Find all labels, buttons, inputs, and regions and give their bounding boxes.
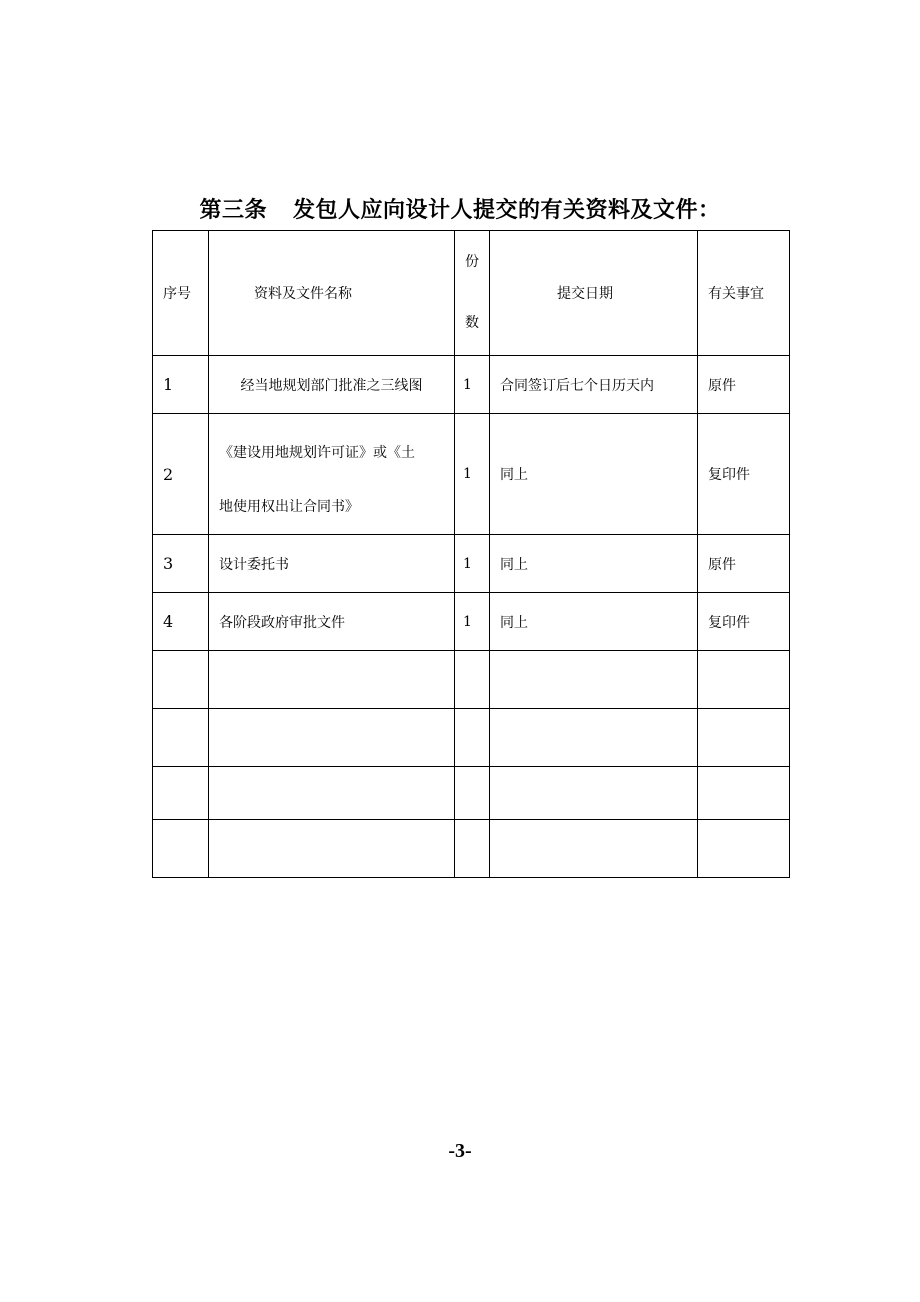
row-date: 同上: [490, 593, 698, 651]
empty-table-row: [153, 767, 790, 820]
empty-table-row: [153, 651, 790, 709]
row-name: [209, 414, 455, 535]
empty-cell: [455, 651, 490, 709]
row-seq: 3: [153, 535, 209, 593]
header-copies: [455, 231, 490, 356]
empty-table-row: [153, 709, 790, 767]
row-name: 设计委托书: [209, 535, 455, 593]
row-notes: 原件: [698, 535, 790, 593]
empty-cell: [698, 709, 790, 767]
empty-cell: [209, 651, 455, 709]
empty-cell: [490, 651, 698, 709]
row-seq: 2: [153, 414, 209, 535]
row-copies: 1: [455, 356, 490, 414]
empty-cell: [455, 767, 490, 820]
header-copies-line2: 数: [465, 315, 479, 331]
page-number: -3-: [448, 1140, 472, 1162]
empty-cell: [490, 709, 698, 767]
empty-cell: [153, 651, 209, 709]
table-header-row: [153, 231, 790, 356]
heading-text: 发包人应向设计人提交的有关资料及文件：: [293, 198, 721, 223]
row-copies: 1: [455, 593, 490, 651]
empty-cell: [209, 820, 455, 878]
table-row: [153, 535, 790, 593]
header-name: 资料及文件名称: [209, 231, 455, 356]
empty-cell: [698, 767, 790, 820]
row-copies: 1: [455, 535, 490, 593]
row-seq: 1: [153, 356, 209, 414]
empty-cell: [153, 767, 209, 820]
row-notes: 复印件: [698, 593, 790, 651]
empty-cell: [455, 820, 490, 878]
article-number: 第三条: [199, 198, 267, 223]
row-name-line2: 地使用权出让合同书》: [219, 499, 359, 515]
row-notes: 复印件: [698, 414, 790, 535]
empty-cell: [153, 709, 209, 767]
table-row: [153, 414, 790, 535]
row-name-line1: 《建设用地规划许可证》或《土: [219, 445, 415, 461]
header-seq: 序号: [153, 231, 209, 356]
row-name: 经当地规划部门批准之三线图: [209, 356, 455, 414]
empty-cell: [455, 709, 490, 767]
row-copies: 1: [455, 414, 490, 535]
row-notes: 原件: [698, 356, 790, 414]
empty-cell: [698, 820, 790, 878]
empty-cell: [209, 767, 455, 820]
row-name: 各阶段政府审批文件: [209, 593, 455, 651]
header-date: 提交日期: [490, 231, 698, 356]
empty-table-row: [153, 820, 790, 878]
row-date: 合同签订后七个日历天内: [490, 356, 698, 414]
row-date: 同上: [490, 535, 698, 593]
section-heading: [0, 196, 920, 226]
header-notes: 有关事宜: [698, 231, 790, 356]
empty-cell: [209, 709, 455, 767]
table-row: [153, 593, 790, 651]
row-seq: 4: [153, 593, 209, 651]
row-date: 同上: [490, 414, 698, 535]
empty-cell: [153, 820, 209, 878]
documents-table: [152, 230, 790, 878]
table-row: [153, 356, 790, 414]
empty-cell: [490, 767, 698, 820]
empty-cell: [490, 820, 698, 878]
empty-cell: [698, 651, 790, 709]
header-copies-line1: 份: [465, 254, 479, 270]
